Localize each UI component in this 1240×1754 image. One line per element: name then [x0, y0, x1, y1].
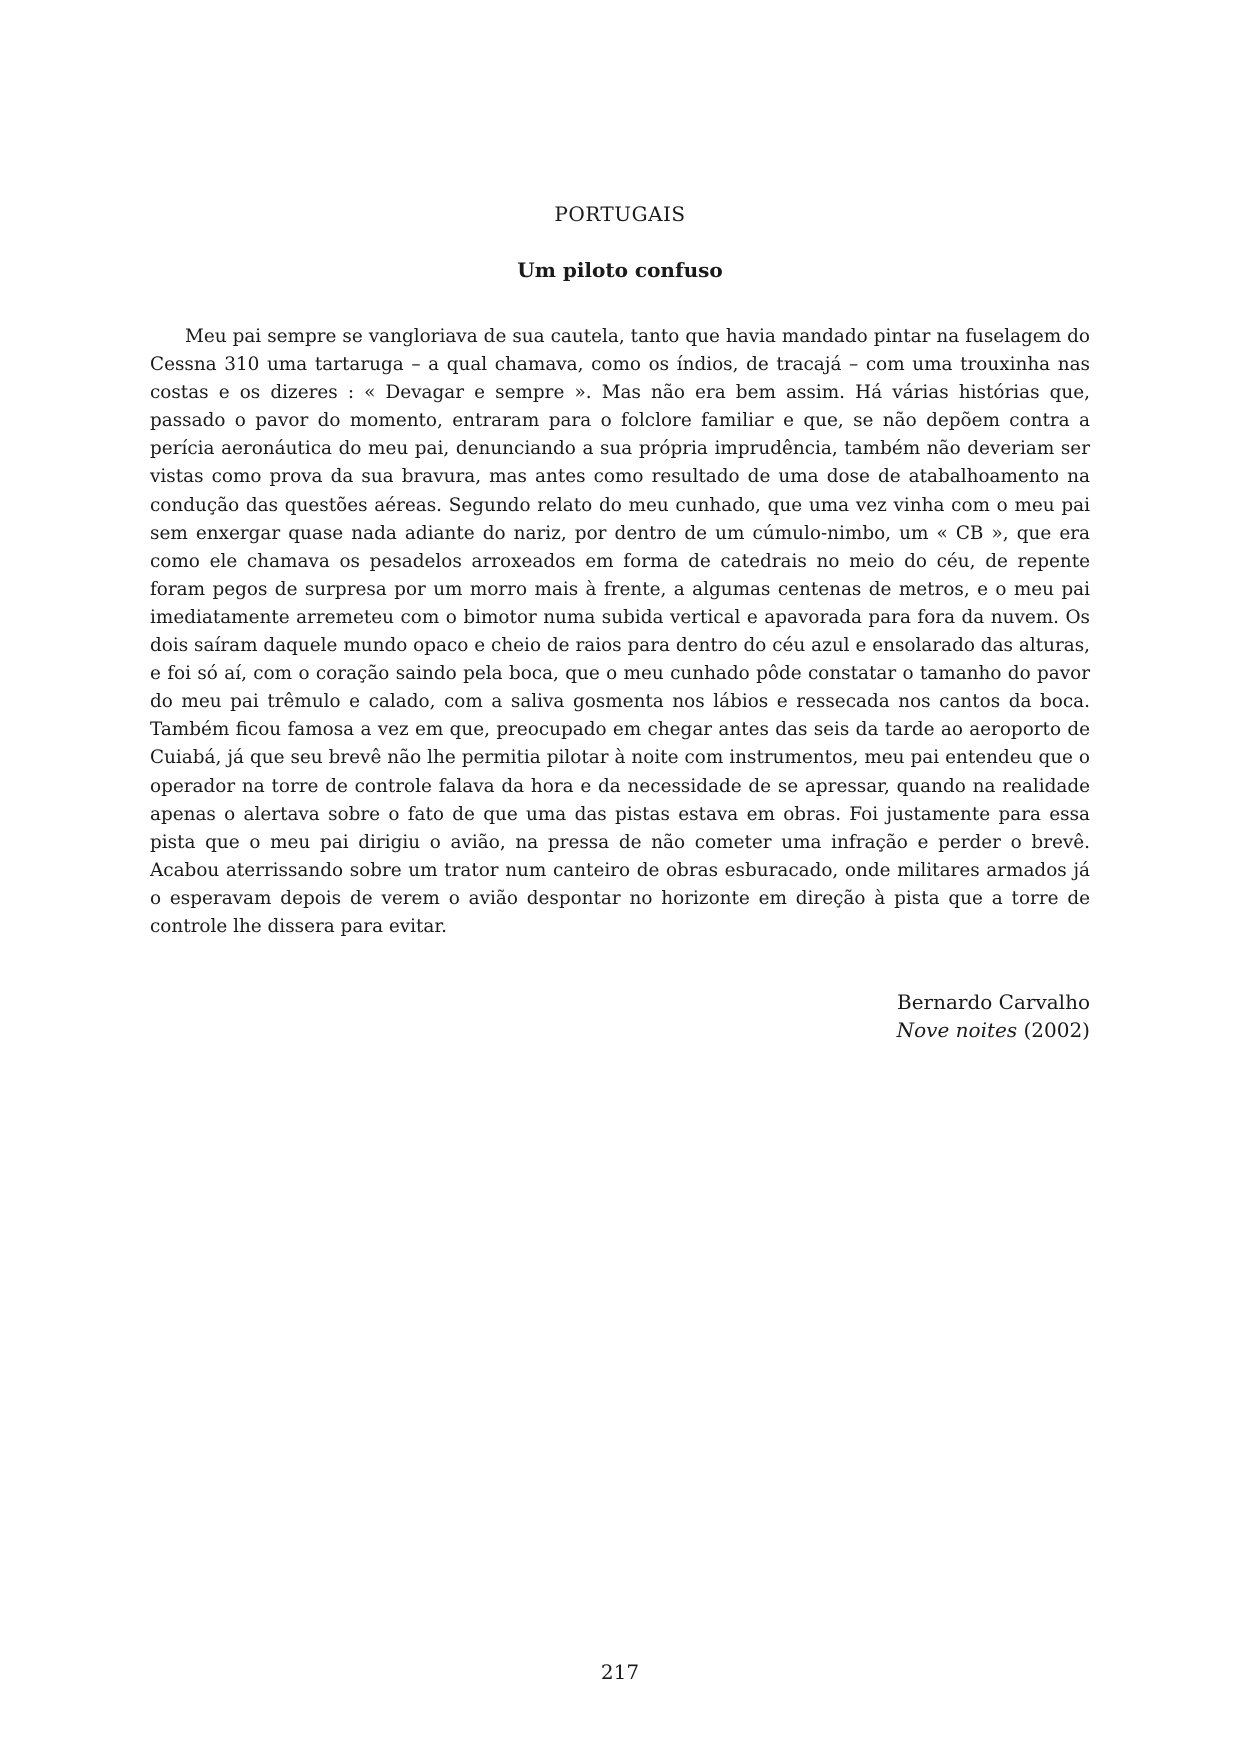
- author-name: Bernardo Carvalho: [897, 990, 1090, 1014]
- work-citation: [690, 1016, 1090, 1044]
- attribution: [690, 988, 1090, 1044]
- text-title: Um piloto confuso: [517, 258, 723, 282]
- body-paragraph: Meu pai sempre se vangloriava de sua cautela, tanto que havia mandado pintar na fuselagem do Cessna 310 uma tartaruga – a qual chamava, como os índios, de tracajá – com uma trouxinha nas costas e os dizeres : « Devagar e sempre ». Mas não era bem assim. Há várias histórias que, passado o pavor do momento, entraram para o folclore familiar e que, se não depõem contra a perícia aeronáutica do meu pai, denunciando a sua própria imprudência, também não deveriam ser vistas como prova da sua bravura, mas antes como resultado de uma dose de atabalhoamento na condução das questões aéreas. Segundo relato do meu cunhado, que uma vez vinha com o meu pai sem enxergar quase nada adiante do nariz, por dentro de um cúmulo-nimbo, um « CB », que era como ele chamava os pesadelos arroxeados em forma de catedrais no meio do céu, de repente foram pegos de surpresa por um morro mais à frente, a algumas centenas de metros, e o meu pai imediatamente arremeteu com o bimotor numa subida vertical e apavorada para fora da nuvem. Os dois saíram daquele mundo opaco e cheio de raios para dentro do céu azul e ensolarado das alturas, e foi só aí, com o coração saindo pela boca, que o meu cunhado pôde constatar o tamanho do pavor do meu pai trêmulo e calado, com a saliva gosmenta nos lábios e ressecada nos cantos da boca. Também ficou famosa a vez em que, preocupado em chegar antes das seis da tarde ao aeroporto de Cuiabá, já que seu brevê não lhe permitia pilotar à noite com instrumentos, meu pai entendeu que o operador na torre de controle falava da hora e da necessidade de se apressar, quando na realidade apenas o alertava sobre o fato de que uma das pistas estava em obras. Foi justamente para essa pista que o meu pai dirigiu o avião, na pressa de não cometer uma infração e perder o brevê. Acabou aterrissando sobre um trator num canteiro de obras esburacado, onde militares armados já o esperavam depois de verem o avião despontar no horizonte em direção à pista que a torre de controle lhe dissera para evitar.: [150, 326, 1090, 937]
- page-number: 217: [600, 1660, 640, 1684]
- work-year: (2002): [1023, 1018, 1090, 1042]
- section-heading: PORTUGAIS: [554, 202, 686, 226]
- work-title: Nove noites: [896, 1018, 1018, 1042]
